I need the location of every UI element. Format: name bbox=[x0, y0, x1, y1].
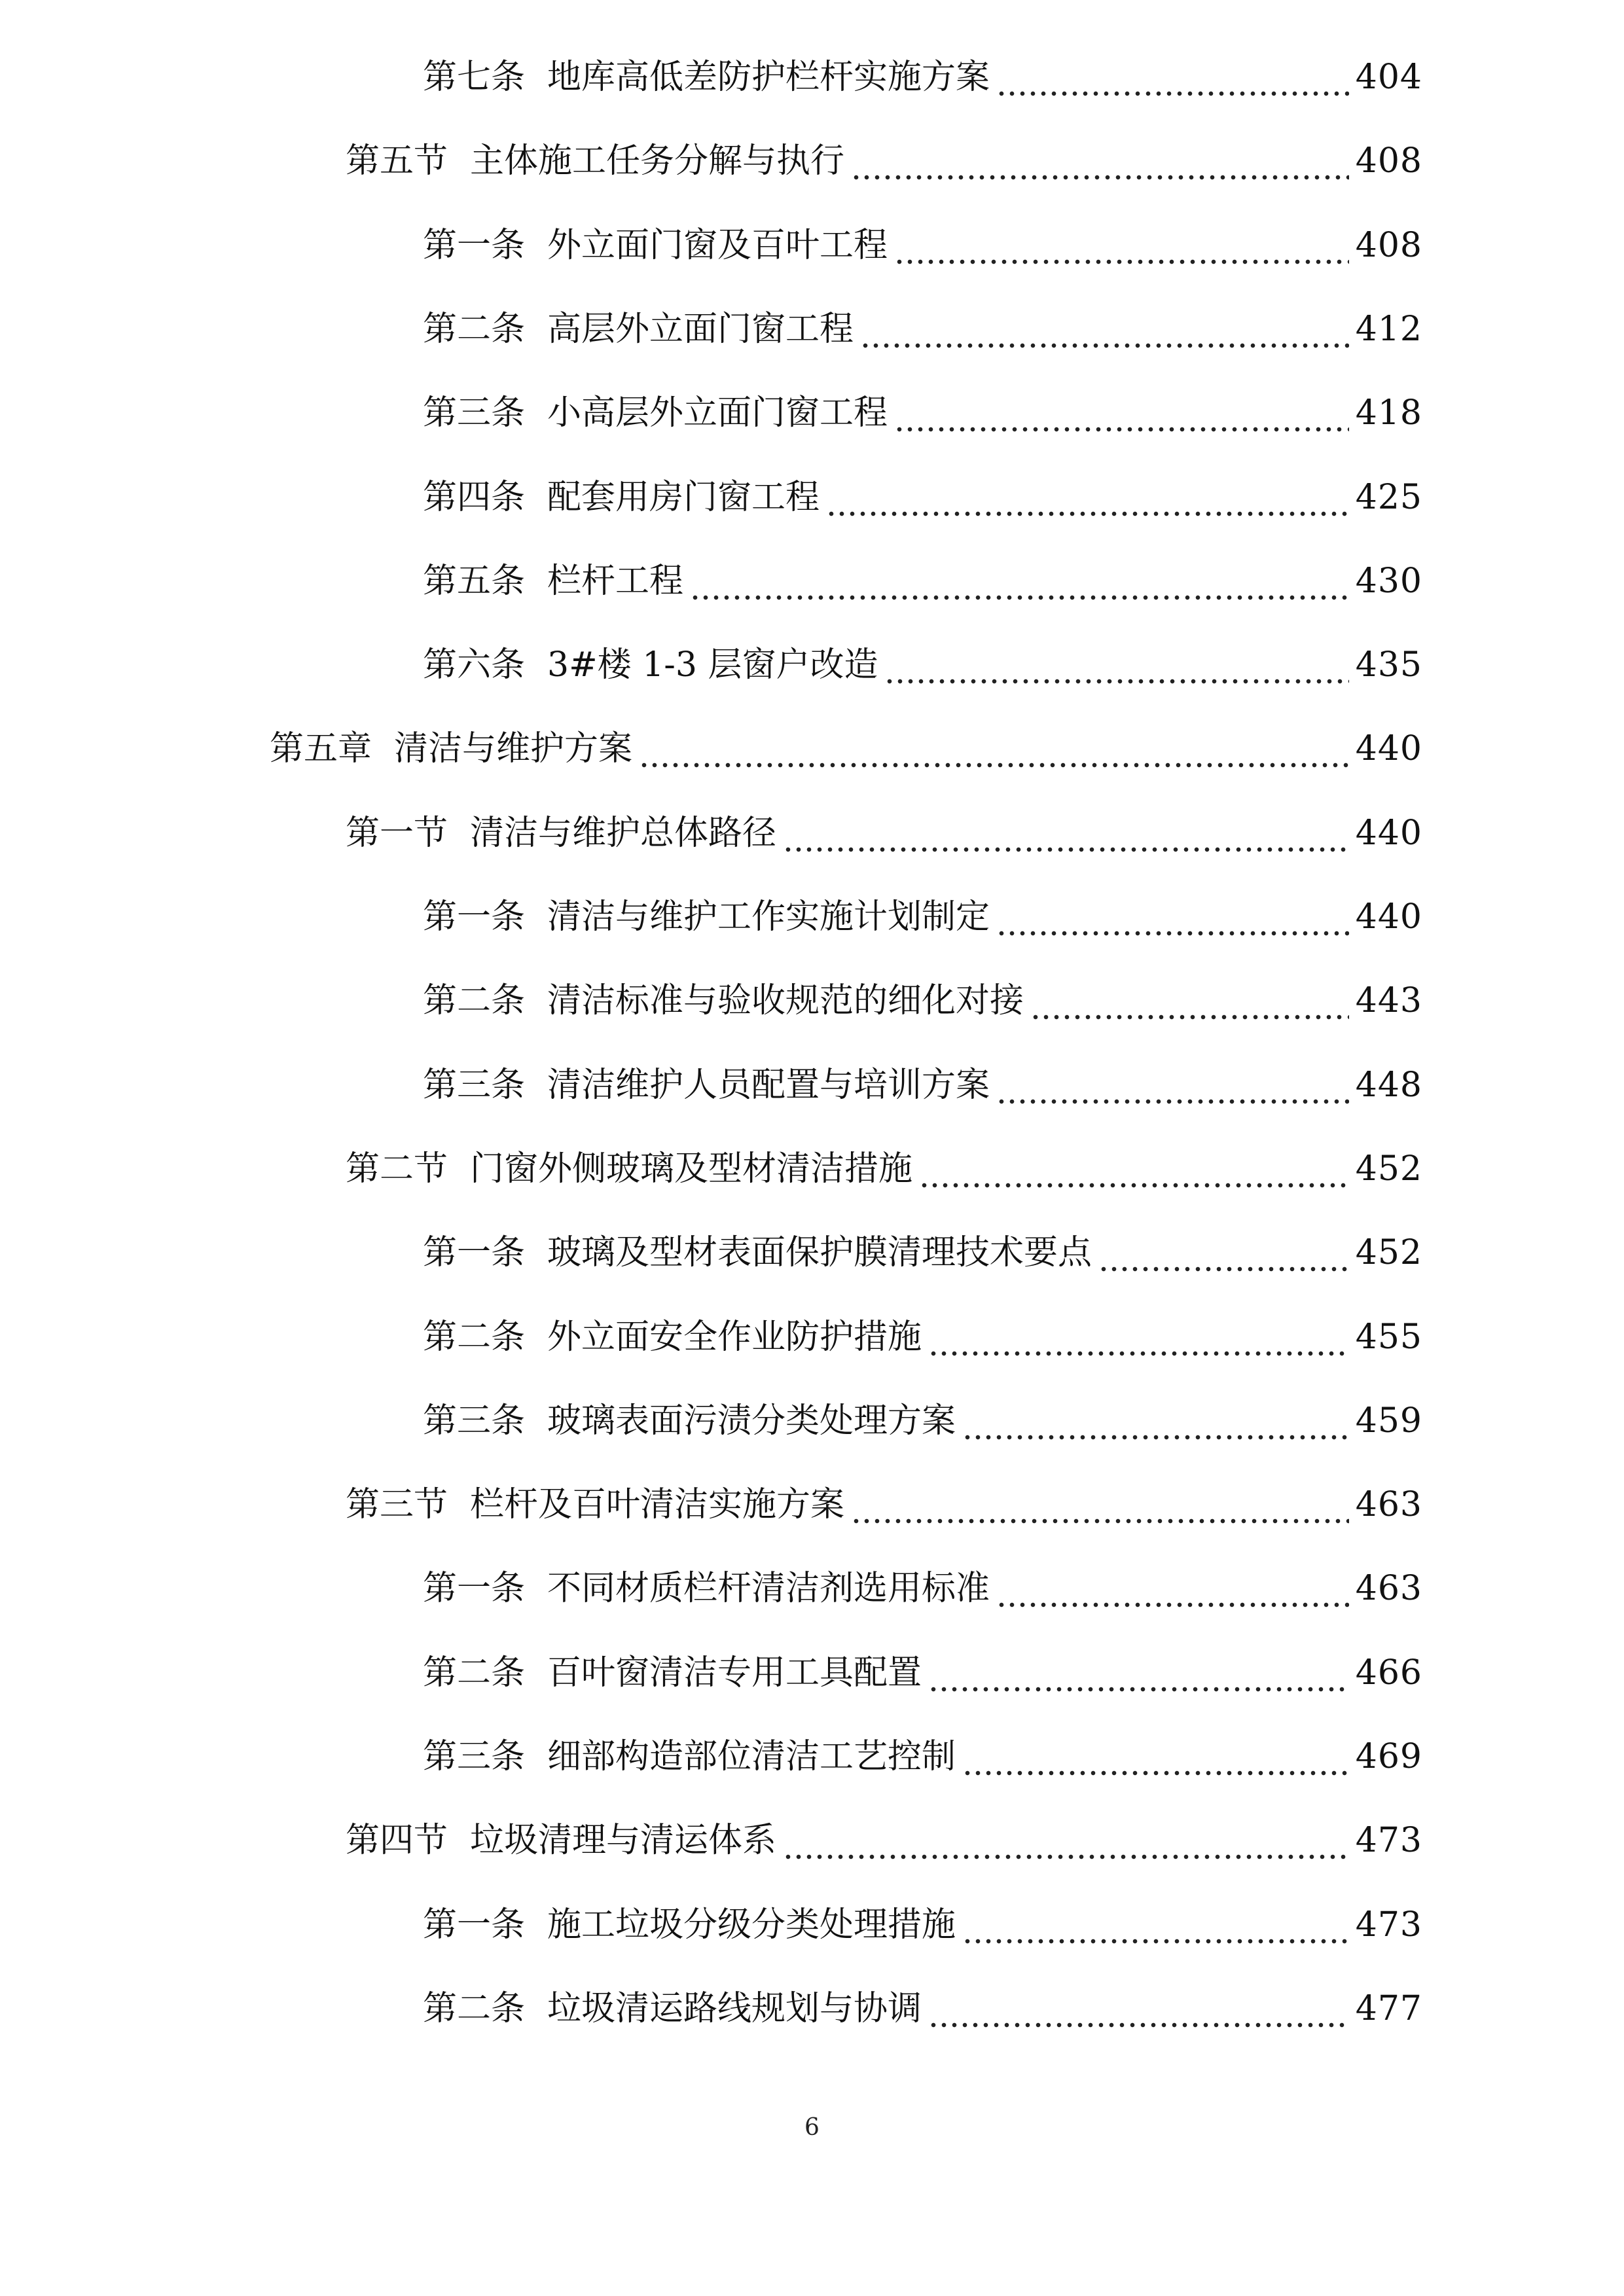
toc-entry-number: 第二条 bbox=[423, 1653, 526, 1693]
toc-entry-page: 473 bbox=[1355, 1905, 1422, 1945]
toc-leader-dots bbox=[826, 468, 1349, 527]
toc-leader-dots bbox=[1098, 1223, 1349, 1282]
toc-leader-dots bbox=[860, 300, 1349, 359]
toc-entry[interactable] bbox=[423, 552, 1422, 611]
toc-entry-page: 469 bbox=[1355, 1737, 1422, 1776]
toc-entry-number: 第一条 bbox=[423, 897, 526, 937]
toc-leader-dots bbox=[851, 132, 1349, 190]
toc-entry-page: 455 bbox=[1355, 1317, 1422, 1357]
toc-entry-number: 第一条 bbox=[423, 1905, 526, 1945]
toc-entry-number: 第二条 bbox=[423, 1988, 526, 2028]
toc-entry-page: 466 bbox=[1355, 1653, 1422, 1693]
toc-entry-title: 主体施工任务分解与执行 bbox=[470, 141, 845, 181]
toc-entry-title: 清洁维护人员配置与培训方案 bbox=[547, 1065, 990, 1105]
toc-entry[interactable] bbox=[423, 384, 1422, 442]
toc-entry[interactable] bbox=[346, 1139, 1422, 1198]
toc-entry[interactable] bbox=[423, 1895, 1422, 1954]
toc-entry-page: 440 bbox=[1355, 897, 1422, 937]
toc-entry-number: 第二条 bbox=[423, 309, 526, 349]
toc-entry-title: 玻璃及型材表面保护膜清理技术要点 bbox=[547, 1233, 1092, 1273]
toc-entry[interactable] bbox=[346, 132, 1422, 190]
toc-entry-title: 百叶窗清洁专用工具配置 bbox=[547, 1653, 922, 1693]
toc-entry-number: 第一条 bbox=[423, 225, 526, 265]
toc-entry-page: 412 bbox=[1355, 309, 1422, 349]
toc-entry-page: 440 bbox=[1355, 729, 1422, 769]
toc-entry[interactable] bbox=[346, 1475, 1422, 1534]
toc-entry[interactable] bbox=[346, 1811, 1422, 1870]
toc-leader-dots bbox=[996, 1056, 1349, 1115]
toc-entry[interactable] bbox=[423, 888, 1422, 946]
toc-leader-dots bbox=[919, 1139, 1349, 1198]
toc-entry[interactable] bbox=[423, 216, 1422, 275]
toc-entry-title: 外立面安全作业防护措施 bbox=[547, 1317, 922, 1357]
toc-entry-page: 430 bbox=[1355, 561, 1422, 601]
page-number: 6 bbox=[804, 2114, 820, 2141]
toc-leader-dots bbox=[639, 719, 1349, 778]
toc-entry[interactable] bbox=[423, 1643, 1422, 1702]
toc-entry-page: 448 bbox=[1355, 1065, 1422, 1105]
toc-leader-dots bbox=[783, 1811, 1349, 1870]
toc-entry-title: 清洁与维护工作实施计划制定 bbox=[547, 897, 990, 937]
toc-entry-title: 小高层外立面门窗工程 bbox=[547, 393, 888, 433]
toc-entry-number: 第三条 bbox=[423, 393, 526, 433]
toc-entry-page: 435 bbox=[1355, 645, 1422, 685]
toc-leader-dots bbox=[962, 1391, 1349, 1450]
toc-entry-page: 452 bbox=[1355, 1149, 1422, 1189]
toc-leader-dots bbox=[894, 216, 1349, 275]
toc-entry-number: 第一条 bbox=[423, 1569, 526, 1609]
toc-entry-page: 463 bbox=[1355, 1569, 1422, 1609]
toc-entry-number: 第一条 bbox=[423, 1233, 526, 1273]
toc-leader-dots bbox=[851, 1475, 1349, 1534]
toc-entry-number: 第三条 bbox=[423, 1737, 526, 1776]
toc-entry-page: 440 bbox=[1355, 813, 1422, 853]
toc-entry-number: 第二条 bbox=[423, 981, 526, 1021]
toc-entry-title: 玻璃表面污渍分类处理方案 bbox=[547, 1401, 956, 1441]
toc-entry[interactable] bbox=[423, 1979, 1422, 2038]
toc-leader-dots bbox=[996, 48, 1349, 107]
toc-entry-page: 404 bbox=[1355, 58, 1422, 97]
toc-entry-number: 第四节 bbox=[346, 1821, 448, 1861]
toc-entry-page: 459 bbox=[1355, 1401, 1422, 1441]
toc-entry-page: 473 bbox=[1355, 1821, 1422, 1861]
toc-entry-title: 垃圾清运路线规划与协调 bbox=[547, 1988, 922, 2028]
toc-entry-title: 施工垃圾分级分类处理措施 bbox=[547, 1905, 956, 1945]
toc-entry-number: 第二节 bbox=[346, 1149, 448, 1189]
toc-leader-dots bbox=[1030, 971, 1349, 1030]
toc-entry[interactable] bbox=[423, 48, 1422, 107]
toc-leader-dots bbox=[690, 552, 1349, 611]
toc-entry-title: 栏杆及百叶清洁实施方案 bbox=[470, 1485, 845, 1525]
toc-entry-page: 463 bbox=[1355, 1485, 1422, 1525]
toc-entry[interactable] bbox=[423, 1391, 1422, 1450]
toc-entry-title: 地库高低差防护栏杆实施方案 bbox=[547, 58, 990, 97]
toc-entry-number: 第五章 bbox=[270, 729, 372, 769]
toc-entry-page: 408 bbox=[1355, 141, 1422, 181]
toc-entry-number: 第三条 bbox=[423, 1401, 526, 1441]
toc-entry-number: 第一节 bbox=[346, 813, 448, 853]
toc-entry[interactable] bbox=[423, 300, 1422, 359]
toc-leader-dots bbox=[962, 1727, 1349, 1786]
toc-entry-number: 第三条 bbox=[423, 1065, 526, 1105]
toc-entry-number: 第五节 bbox=[346, 141, 448, 181]
toc-entry-title: 3#楼 1-3 层窗户改造 bbox=[547, 645, 878, 685]
toc-leader-dots bbox=[996, 888, 1349, 946]
toc-entry-number: 第六条 bbox=[423, 645, 526, 685]
toc-entry[interactable] bbox=[423, 468, 1422, 527]
toc-leader-dots bbox=[884, 636, 1348, 694]
toc-entry[interactable] bbox=[423, 636, 1422, 694]
toc-entry[interactable] bbox=[423, 971, 1422, 1030]
toc-entry-number: 第七条 bbox=[423, 58, 526, 97]
toc-leader-dots bbox=[928, 1979, 1349, 2038]
toc-leader-dots bbox=[996, 1559, 1349, 1618]
toc-entry-title: 门窗外侧玻璃及型材清洁措施 bbox=[470, 1149, 913, 1189]
toc-entry-title: 细部构造部位清洁工艺控制 bbox=[547, 1737, 956, 1776]
toc-entry-title: 配套用房门窗工程 bbox=[547, 477, 820, 517]
toc-entry[interactable] bbox=[423, 1727, 1422, 1786]
toc-entry-title: 栏杆工程 bbox=[547, 561, 684, 601]
toc-entry-page: 418 bbox=[1355, 393, 1422, 433]
toc-entry-title: 外立面门窗及百叶工程 bbox=[547, 225, 888, 265]
toc-entry[interactable] bbox=[423, 1308, 1422, 1367]
toc-entry-page: 408 bbox=[1355, 225, 1422, 265]
toc-entry[interactable] bbox=[423, 1056, 1422, 1115]
toc-leader-dots bbox=[962, 1895, 1349, 1954]
toc-entry-title: 清洁与维护总体路径 bbox=[470, 813, 777, 853]
toc-entry-page: 443 bbox=[1355, 981, 1422, 1021]
toc-entry-title: 不同材质栏杆清洁剂选用标准 bbox=[547, 1569, 990, 1609]
toc-entry-title: 垃圾清理与清运体系 bbox=[470, 1821, 777, 1861]
toc-leader-dots bbox=[783, 804, 1349, 863]
toc-entry[interactable] bbox=[270, 719, 1422, 778]
toc-leader-dots bbox=[928, 1308, 1349, 1367]
toc-entry-number: 第四条 bbox=[423, 477, 526, 517]
toc-entry-title: 高层外立面门窗工程 bbox=[547, 309, 854, 349]
toc-entry-page: 477 bbox=[1355, 1988, 1422, 2028]
toc-entry[interactable] bbox=[423, 1223, 1422, 1282]
toc-entry[interactable] bbox=[423, 1559, 1422, 1618]
toc-entry-title: 清洁标准与验收规范的细化对接 bbox=[547, 981, 1024, 1021]
toc-entry-page: 425 bbox=[1355, 477, 1422, 517]
toc-entry-number: 第五条 bbox=[423, 561, 526, 601]
toc-leader-dots bbox=[928, 1643, 1349, 1702]
toc-entry-number: 第二条 bbox=[423, 1317, 526, 1357]
toc-leader-dots bbox=[894, 384, 1349, 442]
toc-entry-number: 第三节 bbox=[346, 1485, 448, 1525]
toc-entry[interactable] bbox=[346, 804, 1422, 863]
toc-entry-page: 452 bbox=[1355, 1233, 1422, 1273]
toc-entry-title: 清洁与维护方案 bbox=[394, 729, 633, 769]
